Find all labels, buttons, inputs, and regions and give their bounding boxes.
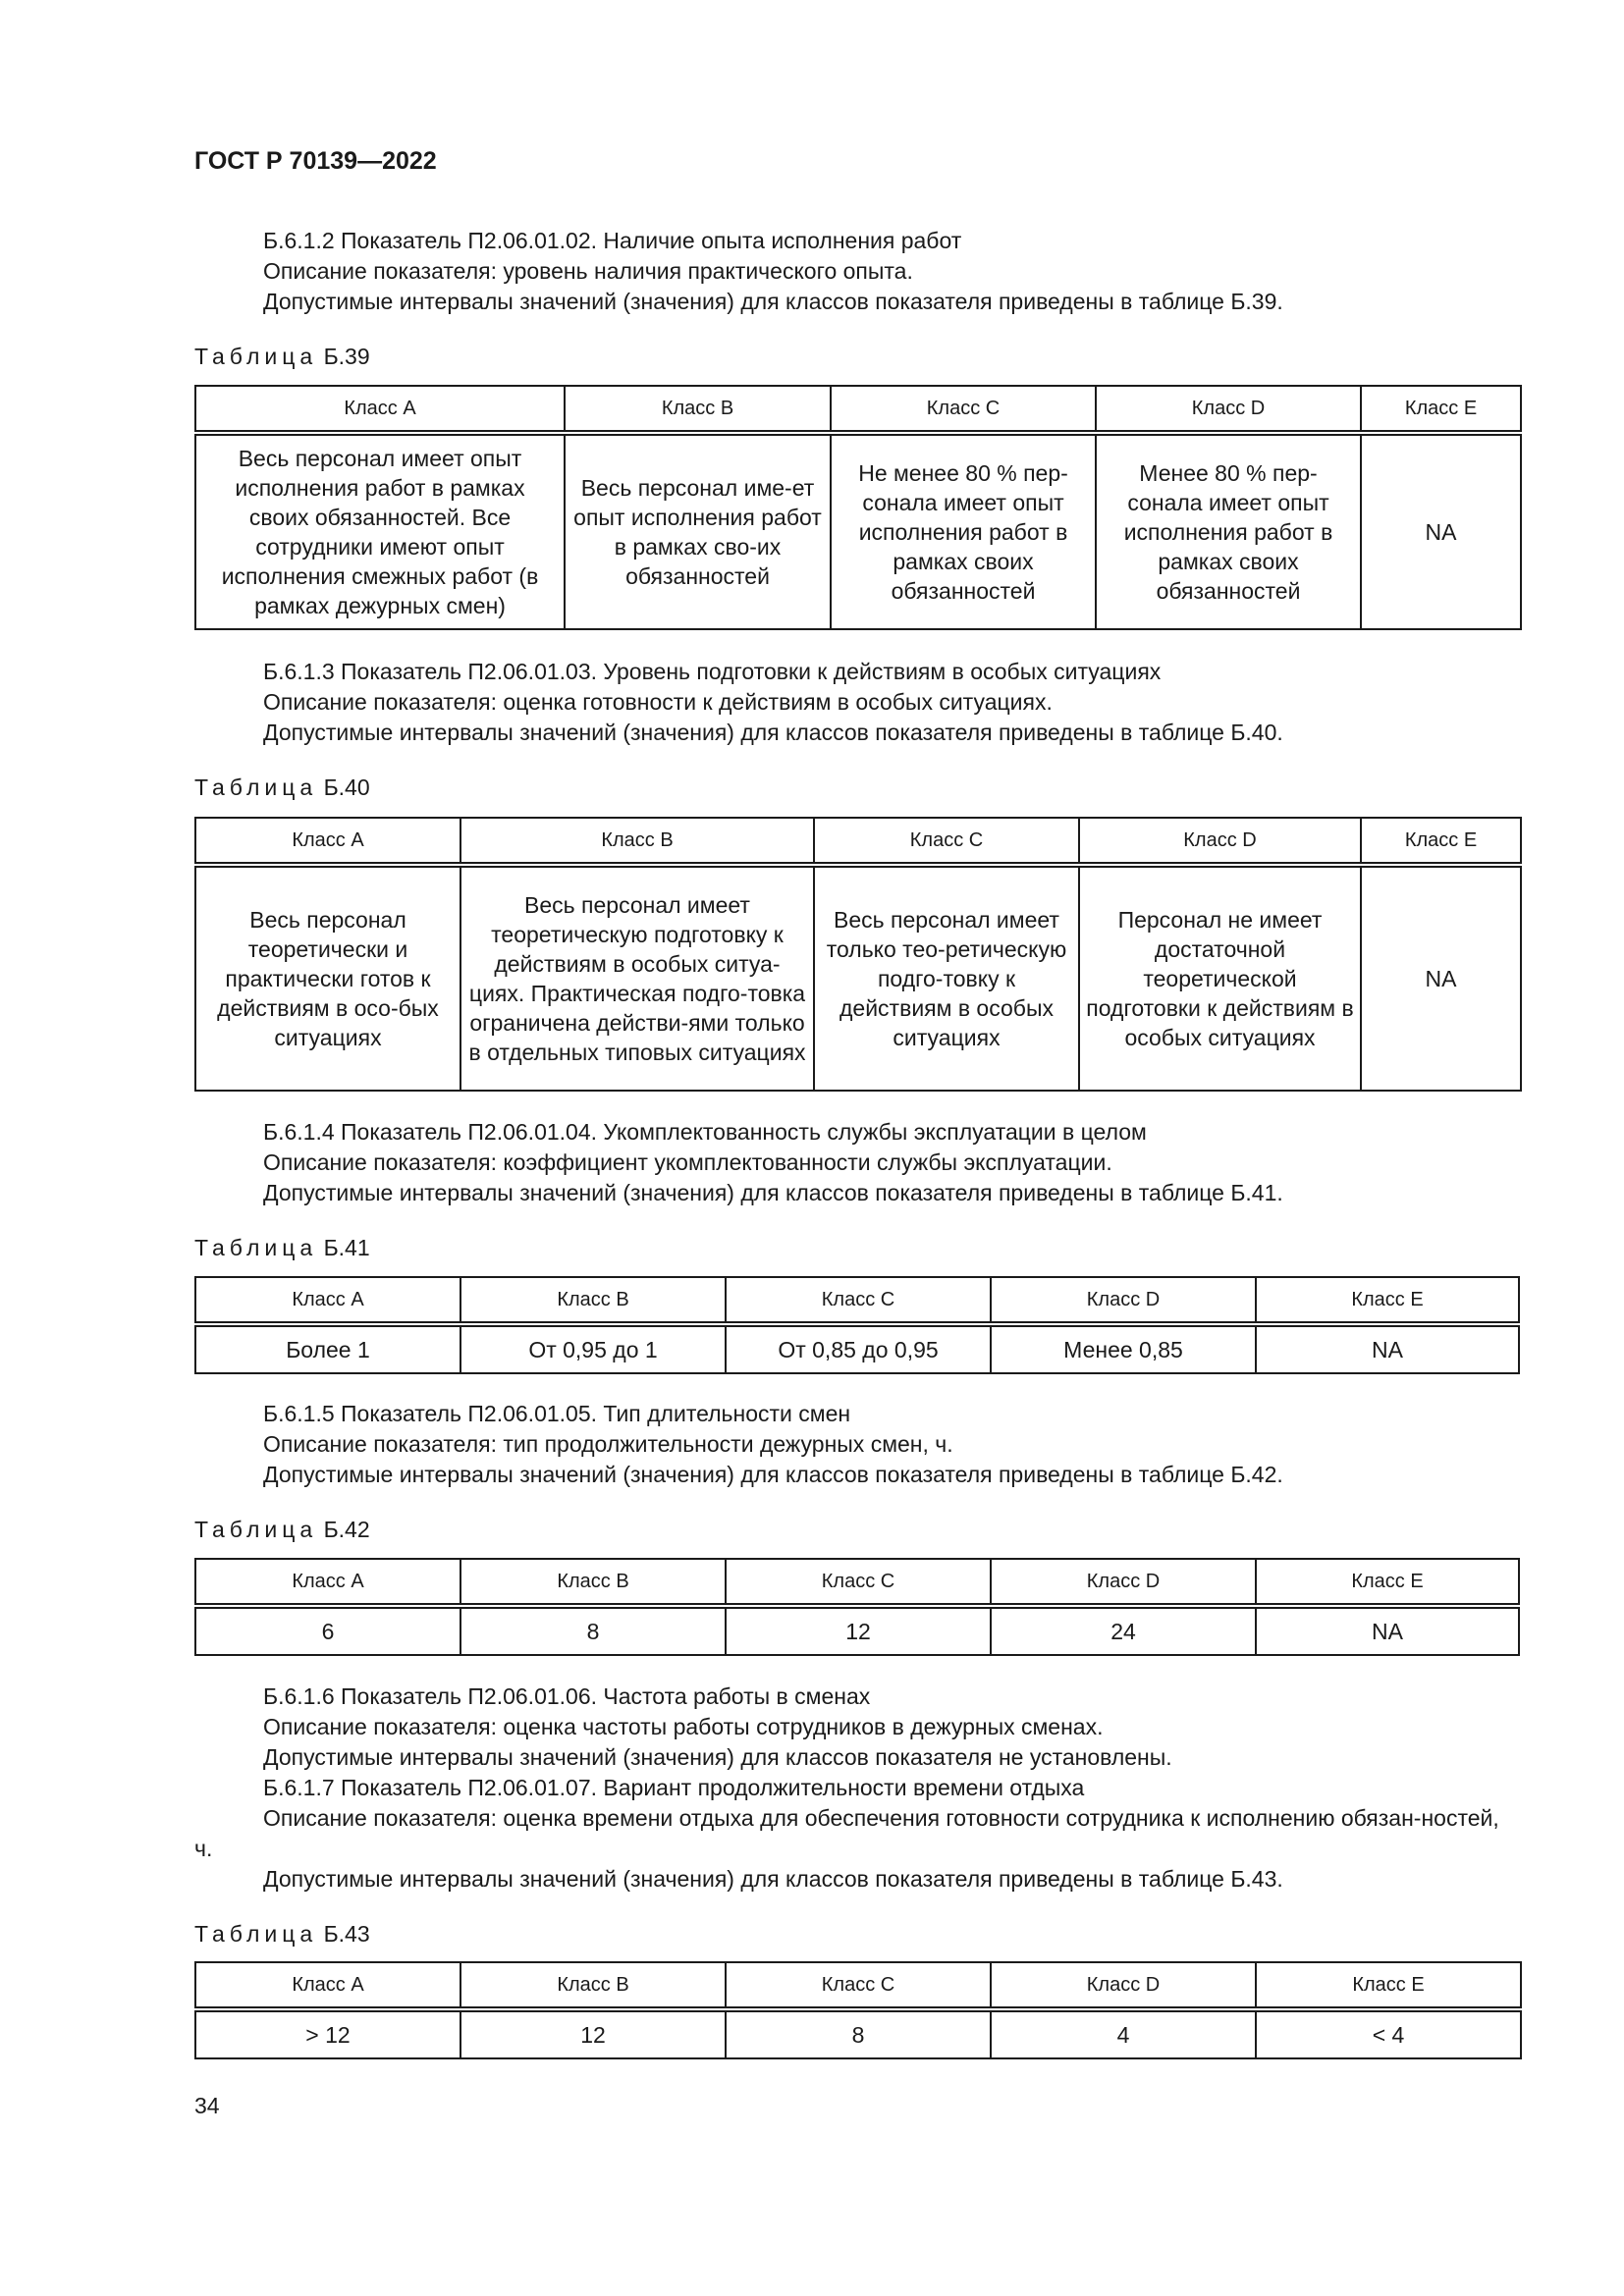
paragraph: Описание показателя: уровень наличия практического опыта.: [263, 258, 913, 284]
header-cell: Класс B: [460, 1559, 726, 1606]
paragraph: Б.6.1.7 Показатель П2.06.01.07. Вариант продолжительности времени отдыха: [263, 1775, 1085, 1800]
table-cell: 8: [460, 1606, 726, 1655]
header-cell: Класс D: [991, 1559, 1256, 1606]
table-row: [195, 865, 1521, 1091]
header-cell: Класс A: [195, 1962, 460, 2009]
table-caption-label: Таблица: [194, 1921, 318, 1947]
header-cell: Класс B: [460, 818, 814, 865]
table-cell: Весь персонал име-ет опыт исполнения работ в рамках сво-их обязанностей: [565, 433, 831, 629]
table-cell: Не менее 80 % пер-сонала имеет опыт исполнения работ в рамках своих обязанностей: [831, 433, 1096, 629]
table-caption-label: Таблица: [194, 344, 318, 369]
table-caption-number: Б.41: [323, 1235, 370, 1260]
table-caption-label: Таблица: [194, 774, 318, 800]
table-cell: NA: [1256, 1324, 1519, 1373]
section-text: [194, 1117, 1520, 1208]
table-cell: > 12: [195, 2009, 460, 2058]
paragraph: Допустимые интервалы значений (значения) для классов показателя приведены в таблице Б.42.: [263, 1462, 1283, 1487]
header-cell: Класс C: [726, 1962, 991, 2009]
header-cell: Класс A: [195, 1559, 460, 1606]
table-cell: NA: [1256, 1606, 1519, 1655]
document-header: ГОСТ Р 70139—2022: [194, 147, 437, 175]
header-cell: Класс D: [991, 1277, 1256, 1324]
paragraph: Б.6.1.4 Показатель П2.06.01.04. Укомплектованность службы эксплуатации в целом: [263, 1119, 1147, 1145]
table-caption-number: Б.40: [323, 774, 370, 800]
page-number: 34: [194, 2093, 220, 2118]
table-cell: 4: [991, 2009, 1256, 2058]
header-cell: Класс E: [1256, 1962, 1521, 2009]
paragraph: Допустимые интервалы значений (значения) для классов показателя приведены в таблице Б.41.: [263, 1180, 1283, 1205]
header-cell: Класс C: [814, 818, 1079, 865]
table-row: [195, 2009, 1521, 2058]
table-b42: [194, 1558, 1520, 1656]
table-cell: 12: [460, 2009, 726, 2058]
table-cell: Весь персонал теоретически и практически готов к действиям в осо-бых ситуациях: [195, 865, 460, 1091]
table-caption-number: Б.39: [323, 344, 370, 369]
table-caption-label: Таблица: [194, 1235, 318, 1260]
table-caption: [194, 1235, 370, 1261]
table-cell: 8: [726, 2009, 991, 2058]
table-b43: [194, 1961, 1522, 2059]
paragraph: Описание показателя: оценка частоты работы сотрудников в дежурных сменах.: [263, 1714, 1104, 1739]
paragraph: Б.6.1.5 Показатель П2.06.01.05. Тип длительности смен: [263, 1401, 851, 1426]
header-cell: Класс B: [460, 1962, 726, 2009]
header-cell: Класс E: [1256, 1559, 1519, 1606]
header-cell: Класс A: [195, 1277, 460, 1324]
table-row: [195, 1606, 1519, 1655]
paragraph: Б.6.1.2 Показатель П2.06.01.02. Наличие опыта исполнения работ: [263, 228, 962, 253]
table-b40: [194, 817, 1522, 1092]
section-text: [194, 657, 1520, 748]
table-caption-number: Б.42: [323, 1517, 370, 1542]
table-header-row: [195, 1277, 1519, 1324]
paragraph: Описание показателя: оценка готовности к действиям в особых ситуациях.: [263, 689, 1053, 715]
table-cell: От 0,85 до 0,95: [726, 1324, 991, 1373]
table-header-row: [195, 1962, 1521, 2009]
table-cell: Весь персонал имеет опыт исполнения работ в рамках своих обязанностей. Все сотрудники имеют опыт исполнения смежных работ (в рамках дежурных смен): [195, 433, 565, 629]
header-cell: Класс C: [831, 386, 1096, 433]
header-cell: Класс D: [1079, 818, 1361, 865]
paragraph: Б.6.1.3 Показатель П2.06.01.03. Уровень подготовки к действиям в особых ситуациях: [263, 659, 1162, 684]
header-cell: Класс D: [1096, 386, 1361, 433]
paragraph: Описание показателя: коэффициент укомплектованности службы эксплуатации.: [263, 1149, 1112, 1175]
header-cell: Класс B: [565, 386, 831, 433]
table-row: [195, 1324, 1519, 1373]
section-text: [194, 226, 1520, 317]
paragraph: Описание показателя: оценка времени отдыха для обеспечения готовности сотрудника к исполнению обязан-ностей, ч.: [194, 1805, 1499, 1861]
table-caption: [194, 344, 370, 370]
paragraph: Допустимые интервалы значений (значения) для классов показателя приведены в таблице Б.40.: [263, 720, 1283, 745]
table-cell: 24: [991, 1606, 1256, 1655]
table-caption: [194, 774, 370, 801]
table-cell: 6: [195, 1606, 460, 1655]
table-cell: Персонал не имеет достаточной теоретической подготовки к действиям в особых ситуациях: [1079, 865, 1361, 1091]
paragraph: Допустимые интервалы значений (значения) для классов показателя приведены в таблице Б.39.: [263, 289, 1283, 314]
header-cell: Класс C: [726, 1277, 991, 1324]
header-cell: Класс A: [195, 386, 565, 433]
header-cell: Класс B: [460, 1277, 726, 1324]
paragraph: Допустимые интервалы значений (значения) для классов показателя не установлены.: [263, 1744, 1172, 1770]
table-cell: Менее 0,85: [991, 1324, 1256, 1373]
section-text: [194, 1682, 1520, 1895]
table-header-row: [195, 818, 1521, 865]
section-text: [194, 1399, 1520, 1490]
table-b41: [194, 1276, 1520, 1374]
table-cell: Менее 80 % пер-сонала имеет опыт исполнения работ в рамках своих обязанностей: [1096, 433, 1361, 629]
paragraph: Допустимые интервалы значений (значения) для классов показателя приведены в таблице Б.43.: [263, 1866, 1283, 1892]
table-cell: 12: [726, 1606, 991, 1655]
table-caption-number: Б.43: [323, 1921, 370, 1947]
header-cell: Класс C: [726, 1559, 991, 1606]
table-b39: [194, 385, 1522, 630]
table-cell: NA: [1361, 433, 1521, 629]
header-cell: Класс D: [991, 1962, 1256, 2009]
header-cell: Класс E: [1256, 1277, 1519, 1324]
table-cell: Весь персонал имеет теоретическую подготовку к действиям в особых ситуа-циях. Практическая подго-товка ограничена действи-ями только в отдельных типовых ситуациях: [460, 865, 814, 1091]
header-cell: Класс E: [1361, 818, 1521, 865]
header-cell: Класс E: [1361, 386, 1521, 433]
table-caption-label: Таблица: [194, 1517, 318, 1542]
table-cell: Более 1: [195, 1324, 460, 1373]
table-cell: < 4: [1256, 2009, 1521, 2058]
table-cell: Весь персонал имеет только тео-ретическую подго-товку к действиям в особых ситуациях: [814, 865, 1079, 1091]
paragraph: Описание показателя: тип продолжительности дежурных смен, ч.: [263, 1431, 953, 1457]
paragraph: Б.6.1.6 Показатель П2.06.01.06. Частота работы в сменах: [263, 1683, 871, 1709]
table-row: [195, 433, 1521, 629]
table-header-row: [195, 386, 1521, 433]
header-cell: Класс A: [195, 818, 460, 865]
table-cell: От 0,95 до 1: [460, 1324, 726, 1373]
table-cell: NA: [1361, 865, 1521, 1091]
table-caption: [194, 1921, 370, 1948]
table-header-row: [195, 1559, 1519, 1606]
table-caption: [194, 1517, 370, 1543]
